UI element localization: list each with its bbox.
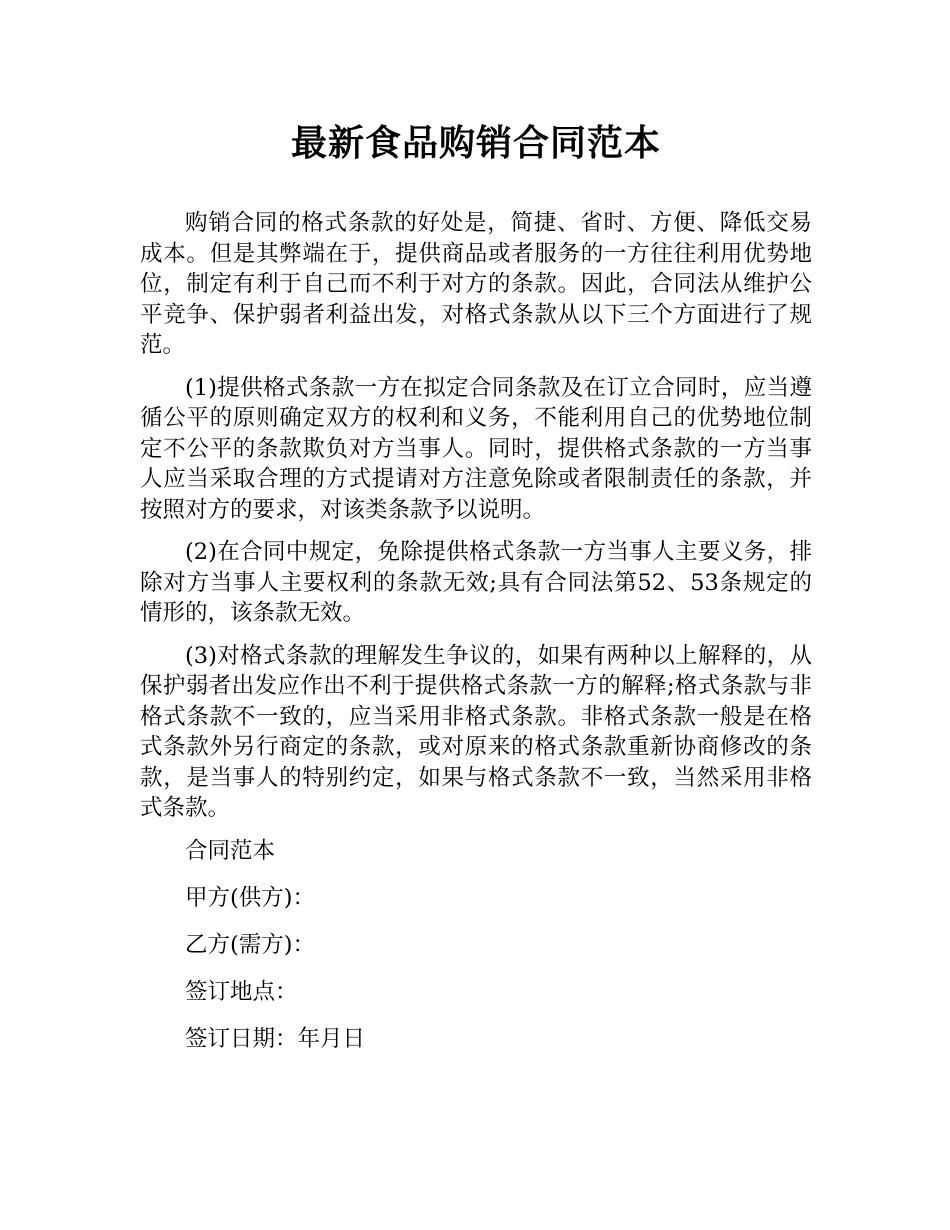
signing-date-field: 签订日期：年月日: [185, 1025, 366, 1052]
clause-1-paragraph: (1)提供格式条款一方在拟定合同条款及在订立合同时，应当遵循公平的原则确定双方的权利和义务，不能利用自己的优势地位制定不公平的条款欺负对方当事人。同时，提供格式条款的一方当事人应当采取合理的方式提请对方注意免除或者限制责任的条款，并按照对方的要求，对该类条款予以说明。: [140, 374, 812, 523]
party-b-buyer-field: 乙方(需方)：: [185, 931, 316, 958]
party-a-supplier-field: 甲方(供方)：: [185, 884, 316, 911]
document-title: 最新食品购销合同范本: [290, 123, 661, 164]
signing-place-field: 签订地点：: [185, 978, 298, 1005]
clause-2-paragraph: (2)在合同中规定，免除提供格式条款一方当事人主要义务，排除对方当事人主要权利的条款无效;具有合同法第52、53条规定的情形的，该条款无效。: [140, 539, 812, 626]
intro-paragraph: 购销合同的格式条款的好处是，简捷、省时、方便、降低交易成本。但是其弊端在于，提供商品或者服务的一方往往利用优势地位，制定有利于自己而不利于对方的条款。因此，合同法从维护公平竞争、保护弱者利益出发，对格式条款从以下三个方面进行了规范。: [140, 210, 812, 358]
clause-3-paragraph: (3)对格式条款的理解发生争议的，如果有两种以上解释的，从保护弱者出发应作出不利于提供格式条款一方的解释;格式条款与非格式条款不一致的，应当采用非格式条款。非格式条款一般是在格式条款外另行商定的条款，或对原来的格式条款重新协商修改的条款，是当事人的特别约定，如果与格式条款不一致，当然采用非格式条款。: [140, 642, 812, 821]
contract-template-heading: 合同范本: [185, 837, 276, 864]
